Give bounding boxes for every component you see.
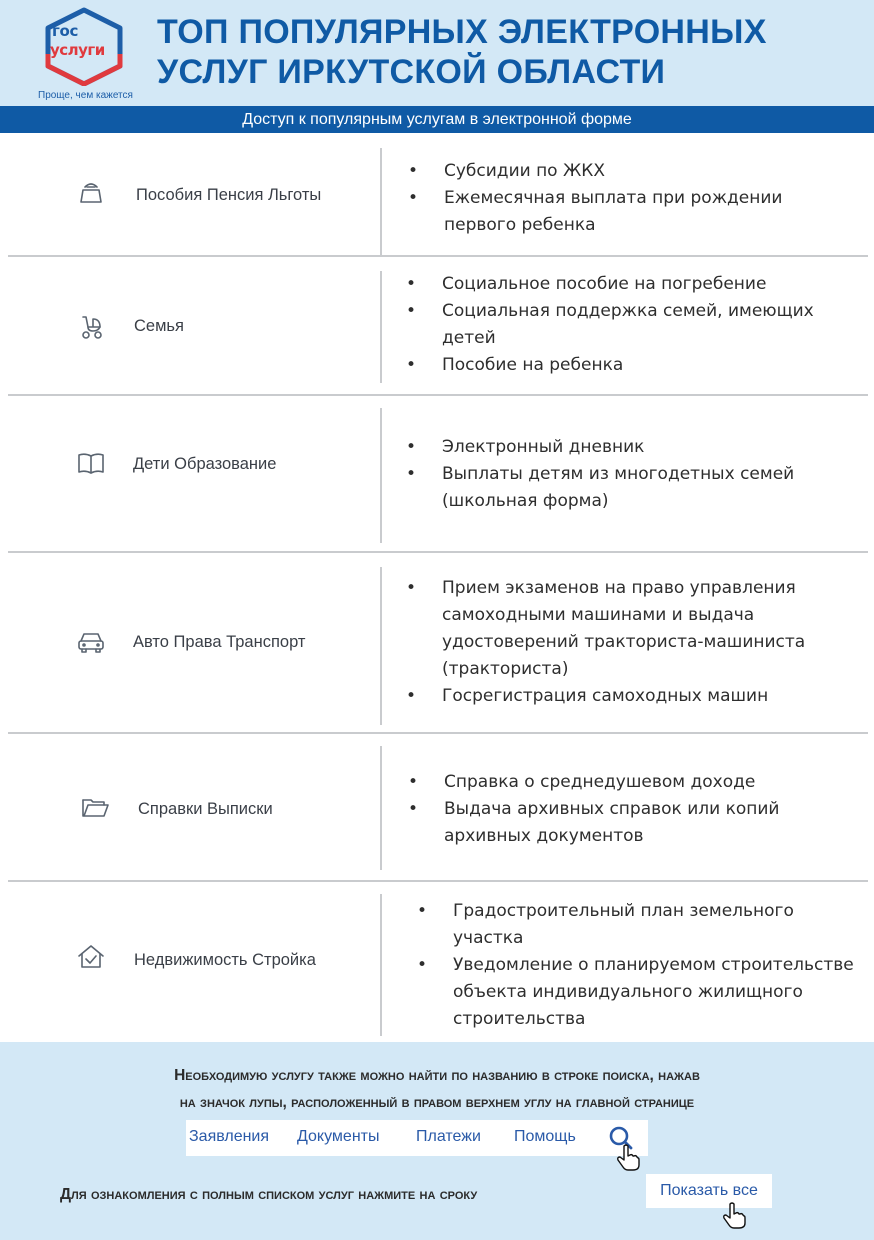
book-icon <box>76 448 110 478</box>
category-label: Недвижимость Стройка <box>134 951 316 969</box>
site-menu-sample <box>186 1120 648 1156</box>
category-label: Семья <box>134 317 184 335</box>
service-list <box>406 271 852 379</box>
category-row-realty <box>0 882 874 1042</box>
divider <box>380 567 382 725</box>
search-hint: Необходимую услугу также можно найти по названию в строке поиска, нажав на значок лупы, расположенный в правом верхнем углу на главной странице <box>174 1067 700 1111</box>
category-label: Справки Выписки <box>138 800 273 818</box>
menu-item-help[interactable]: Помощь <box>514 1128 576 1145</box>
service-item[interactable]: • Субсидии по ЖКХ <box>408 161 606 181</box>
logo-text-uslugi: услуги <box>50 41 105 59</box>
category-row-benefits <box>0 134 874 256</box>
hand-cursor-icon <box>722 1202 746 1230</box>
menu-item-payments[interactable]: Платежи <box>416 1128 481 1145</box>
full-list-hint: Для ознакомления с полным списком услуг нажмите на сроку <box>60 1186 478 1203</box>
service-item[interactable]: • Справка о среднедушевом доходе <box>408 772 756 792</box>
footer <box>0 1042 874 1240</box>
service-list <box>417 898 858 1033</box>
category-row-children <box>0 396 874 551</box>
gosuslugi-logo <box>40 6 128 86</box>
category-label: Авто Права Транспорт <box>133 633 306 651</box>
subtitle-band: Доступ к популярным услугам в электронной форме <box>0 106 874 133</box>
category-row-certificates <box>0 734 874 880</box>
category-label: Пособия Пенсия Льготы <box>136 186 322 204</box>
menu-item-applications[interactable]: Заявления <box>189 1128 270 1145</box>
category-row-auto <box>0 553 874 732</box>
divider <box>380 271 382 383</box>
category-row-family <box>0 257 874 394</box>
service-item[interactable]: • Пособие на ребенка <box>406 355 624 375</box>
service-item[interactable]: • Уведомление о планируемом строительстве объекта индивидуального жилищного строительства <box>417 955 854 1029</box>
service-list <box>408 769 844 850</box>
category-label: Дети Образование <box>133 455 277 473</box>
stroller-icon <box>76 311 110 341</box>
show-all-link[interactable]: Показать все <box>646 1174 772 1208</box>
car-icon <box>76 627 110 657</box>
divider <box>380 746 382 870</box>
header <box>0 0 874 106</box>
service-item[interactable]: • Выплаты детям из многодетных семей (школьная форма) <box>406 464 795 511</box>
service-item[interactable]: • Ежемесячная выплата при рождении первого ребенка <box>408 188 783 235</box>
service-item[interactable]: • Электронный дневник <box>406 437 645 457</box>
wallet-icon <box>76 178 110 208</box>
hand-cursor-icon <box>616 1144 640 1172</box>
service-item[interactable]: • Градостроительный план земельного участка <box>417 901 794 948</box>
folder-icon <box>80 792 114 822</box>
menu-item-documents[interactable]: Документы <box>297 1128 380 1145</box>
service-item[interactable]: • Социальное пособие на погребение <box>406 274 767 294</box>
logo-tagline: Проще, чем кажется <box>38 90 133 101</box>
service-list <box>406 575 842 710</box>
logo-text-gos: гос <box>52 22 79 40</box>
service-list <box>406 434 842 515</box>
house-check-icon <box>76 942 110 972</box>
divider <box>380 894 382 1036</box>
page-title: ТОП ПОПУЛЯРНЫХ ЭЛЕКТРОННЫХ УСЛУГ ИРКУТСКОЙ ОБЛАСТИ <box>157 13 767 91</box>
divider <box>380 408 382 543</box>
service-list <box>408 158 844 239</box>
service-item[interactable]: • Прием экзаменов на право управления самоходными машинами и выдача удостоверений тракториста-машиниста (тракториста) <box>406 578 806 679</box>
divider <box>380 148 382 256</box>
service-item[interactable]: • Госрегистрация самоходных машин <box>406 686 769 706</box>
service-item[interactable]: • Социальная поддержка семей, имеющих детей <box>406 301 814 348</box>
service-item[interactable]: • Выдача архивных справок или копий архивных документов <box>408 799 780 846</box>
